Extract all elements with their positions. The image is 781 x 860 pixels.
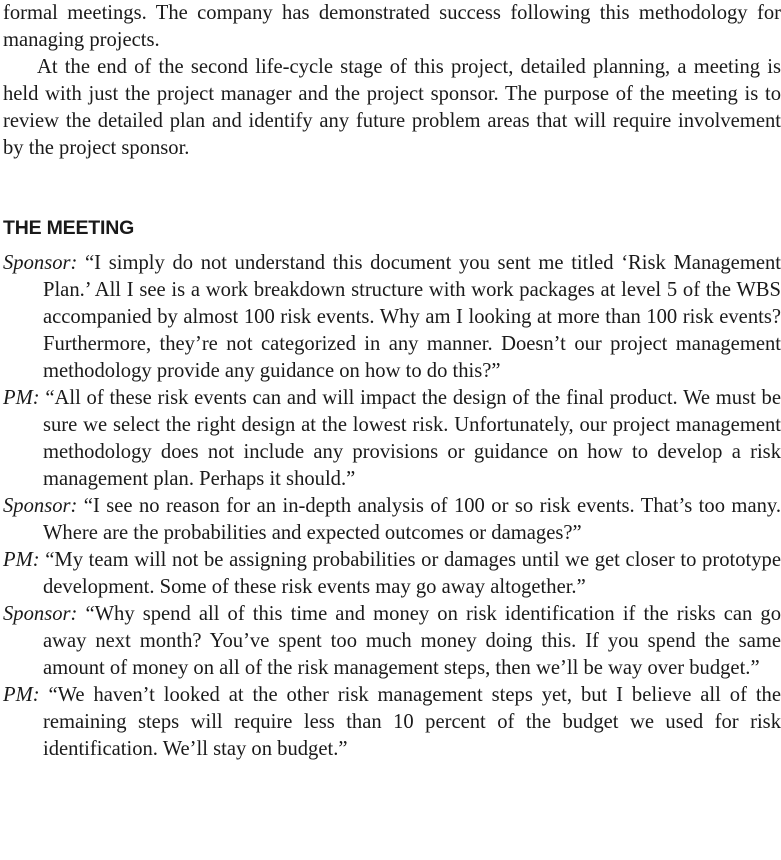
speaker-label: Sponsor: [3,603,78,625]
dialogue-text: “Why spend all of this time and money on risk identification if the risks can go away next month? You’ve spent too much money doing this. If you spend the same amount of money on all of the risk management steps, then we’ll be way over budget.” [43,603,781,679]
dialogue-turn [3,601,781,682]
speaker-label: PM: [3,549,40,571]
dialogue-text: “I simply do not understand this document you sent me titled ‘Risk Management Plan.’ All I see is a work breakdown structure with work packages at level 5 of the WBS accompanied by almost 100 risk events. Why am I looking at more than 100 risk events? Furthermore, they’re not categorized in any manner. Doesn’t our project management methodology provide any guidance on how to do this?” [43,252,781,382]
intro-paragraph-continued: formal meetings. The company has demonstrated success following this methodology for managing projects. [3,2,781,51]
speaker-label: Sponsor: [3,495,78,517]
speaker-label: PM: [3,387,40,409]
dialogue-turn [3,250,781,385]
speaker-label: PM: [3,684,40,706]
section-heading: THE MEETING [3,217,135,239]
speaker-label: Sponsor: [3,252,78,274]
intro-paragraph: At the end of the second life-cycle stage of this project, detailed planning, a meeting is held with just the project manager and the project sponsor. The purpose of the meeting is to review the detailed plan and identify any future problem areas that will require involvement by the project sponsor. [3,56,781,159]
dialogue-text: “All of these risk events can and will impact the design of the final product. We must be sure we select the right design at the lowest risk. Unfortunately, our project management methodology does not include any provisions or guidance on how to develop a risk management plan. Perhaps it should.” [39,387,781,490]
dialogue [3,250,781,763]
dialogue-turn [3,682,781,763]
dialogue-text: “My team will not be assigning probabilities or damages until we get closer to prototype development. Some of these risk events may go away altogether.” [39,549,781,598]
dialogue-text: “I see no reason for an in-depth analysis of 100 or so risk events. That’s too many. Where are the probabilities and expected outcomes or damages?” [43,495,781,544]
dialogue-turn [3,385,781,493]
dialogue-turn [3,547,781,601]
page-content [3,0,781,763]
dialogue-turn [3,493,781,547]
dialogue-text: “We haven’t looked at the other risk management steps yet, but I believe all of the remaining steps will require less than 10 percent of the budget we used for risk identification. We’ll stay on budget.” [39,684,781,760]
